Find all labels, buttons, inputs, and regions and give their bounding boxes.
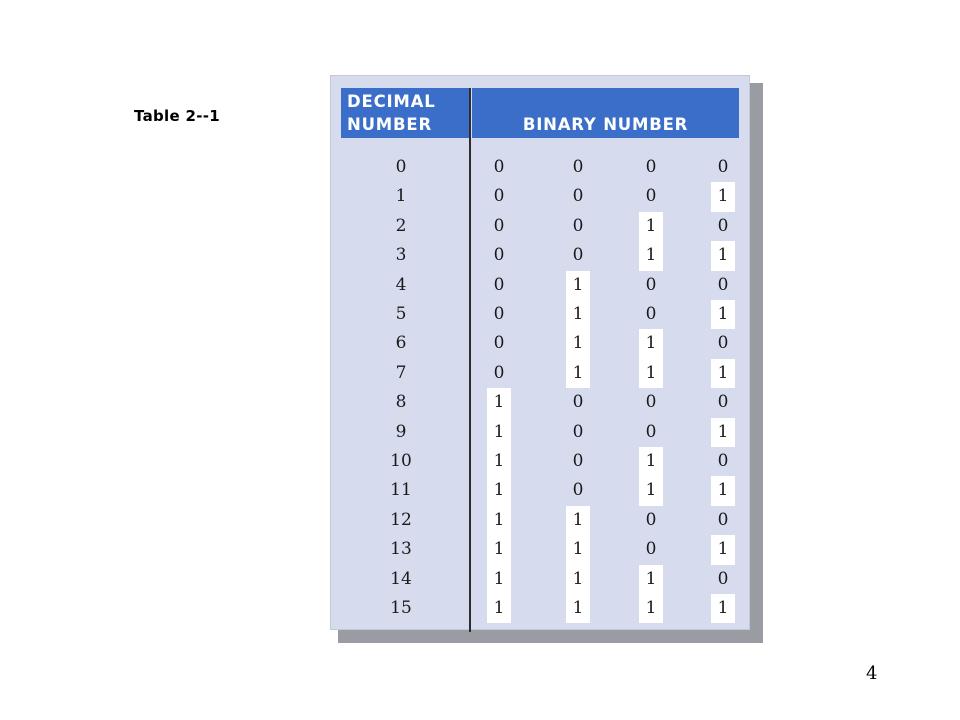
binary-bit-cell: 0 [717, 392, 729, 413]
binary-bit-cell: 0 [493, 274, 505, 295]
table-row [331, 300, 751, 329]
binary-bit-cell: 1 [711, 241, 735, 270]
binary-bit-cell: 0 [572, 245, 584, 266]
table-row [331, 359, 751, 388]
table-row [331, 241, 751, 270]
binary-bit-cell: 0 [493, 304, 505, 324]
binary-bit-cell: 1 [487, 506, 511, 535]
decimal-column-header [341, 88, 469, 138]
binary-bit-cell: 1 [639, 476, 663, 505]
binary-bit-cell: 0 [493, 362, 505, 383]
binary-bit-cell: 0 [645, 509, 657, 530]
decimal-cell: 3 [395, 245, 407, 266]
binary-bit-cell: 1 [487, 476, 511, 505]
binary-bit-cell: 1 [639, 212, 663, 241]
binary-bit-cell: 0 [645, 421, 657, 442]
table-row [331, 506, 751, 535]
binary-bit-cell: 0 [493, 333, 505, 354]
binary-bit-cell: 1 [487, 418, 511, 447]
binary-bit-cell: 1 [639, 359, 663, 388]
binary-bit-cell: 1 [639, 241, 663, 270]
binary-bit-cell: 0 [717, 451, 729, 471]
binary-bit-cell: 0 [717, 215, 729, 236]
binary-bit-cell: 1 [566, 300, 590, 329]
binary-bit-cell: 1 [566, 594, 590, 623]
decimal-cell: 7 [395, 362, 407, 383]
binary-bit-cell: 1 [487, 447, 511, 476]
table-row [331, 182, 751, 211]
binary-bit-cell: 0 [717, 157, 729, 177]
decimal-cell: 14 [390, 568, 412, 589]
binary-bit-cell: 1 [566, 359, 590, 388]
binary-bit-cell: 1 [487, 565, 511, 594]
binary-bit-cell: 0 [572, 157, 584, 177]
binary-bit-cell: 0 [572, 451, 584, 471]
decimal-cell: 10 [390, 451, 412, 471]
decimal-header-line2: NUMBER [347, 115, 432, 134]
binary-bit-cell: 0 [572, 480, 584, 501]
decimal-cell: 13 [390, 539, 412, 560]
table-row [331, 388, 751, 417]
binary-bit-cell: 1 [487, 594, 511, 623]
binary-bit-cell: 1 [566, 535, 590, 564]
binary-bit-cell: 1 [566, 329, 590, 358]
page-number: 4 [866, 663, 878, 684]
binary-bit-cell: 0 [645, 392, 657, 413]
binary-bit-cell: 0 [717, 333, 729, 354]
decimal-cell: 11 [390, 480, 412, 501]
table-row [331, 535, 751, 564]
table-row [331, 153, 751, 182]
binary-bit-cell: 1 [711, 300, 735, 329]
binary-bit-cell: 0 [717, 509, 729, 530]
decimal-cell: 6 [395, 333, 407, 354]
table-row [331, 271, 751, 300]
decimal-cell: 2 [395, 215, 407, 236]
binary-bit-cell: 0 [572, 186, 584, 207]
binary-bit-cell: 1 [639, 329, 663, 358]
binary-bit-cell: 1 [639, 447, 663, 476]
binary-bit-cell: 0 [493, 245, 505, 266]
binary-bit-cell: 1 [639, 594, 663, 623]
binary-bit-cell: 1 [711, 476, 735, 505]
binary-bit-cell: 0 [717, 274, 729, 295]
binary-bit-cell: 0 [645, 186, 657, 207]
binary-bit-cell: 1 [711, 418, 735, 447]
decimal-cell: 5 [395, 304, 407, 324]
binary-bit-cell: 0 [645, 157, 657, 177]
binary-bit-cell: 1 [711, 182, 735, 211]
table-caption: Table 2--1 [134, 107, 221, 125]
decimal-cell: 1 [395, 186, 407, 207]
binary-table [330, 75, 750, 630]
binary-bit-cell: 0 [493, 215, 505, 236]
decimal-cell: 15 [390, 598, 412, 618]
decimal-cell: 9 [395, 421, 407, 442]
binary-bit-cell: 0 [717, 568, 729, 589]
binary-bit-cell: 1 [566, 565, 590, 594]
binary-bit-cell: 0 [645, 274, 657, 295]
binary-bit-cell: 1 [711, 594, 735, 623]
table-row [331, 476, 751, 505]
binary-bit-cell: 1 [639, 565, 663, 594]
binary-bit-cell: 1 [566, 271, 590, 300]
table-row [331, 329, 751, 358]
decimal-cell: 4 [395, 274, 407, 295]
decimal-header-line1: DECIMAL [347, 92, 436, 111]
binary-bit-cell: 0 [572, 215, 584, 236]
table-row [331, 565, 751, 594]
binary-bit-cell: 1 [711, 359, 735, 388]
binary-column-header [472, 88, 739, 138]
table-row [331, 212, 751, 241]
binary-bit-cell: 0 [572, 421, 584, 442]
table-row [331, 447, 751, 476]
binary-bit-cell: 0 [645, 539, 657, 560]
binary-header-label: BINARY NUMBER [522, 115, 689, 134]
binary-bit-cell: 0 [493, 157, 505, 177]
binary-bit-cell: 1 [711, 535, 735, 564]
binary-bit-cell: 0 [645, 304, 657, 324]
binary-bit-cell: 1 [487, 535, 511, 564]
binary-bit-cell: 0 [572, 392, 584, 413]
decimal-cell: 12 [390, 509, 412, 530]
table-row [331, 418, 751, 447]
binary-bit-cell: 0 [493, 186, 505, 207]
binary-bit-cell: 1 [487, 388, 511, 417]
decimal-cell: 0 [395, 157, 407, 177]
binary-bit-cell: 1 [566, 506, 590, 535]
table-row [331, 594, 751, 623]
decimal-cell: 8 [395, 392, 407, 413]
